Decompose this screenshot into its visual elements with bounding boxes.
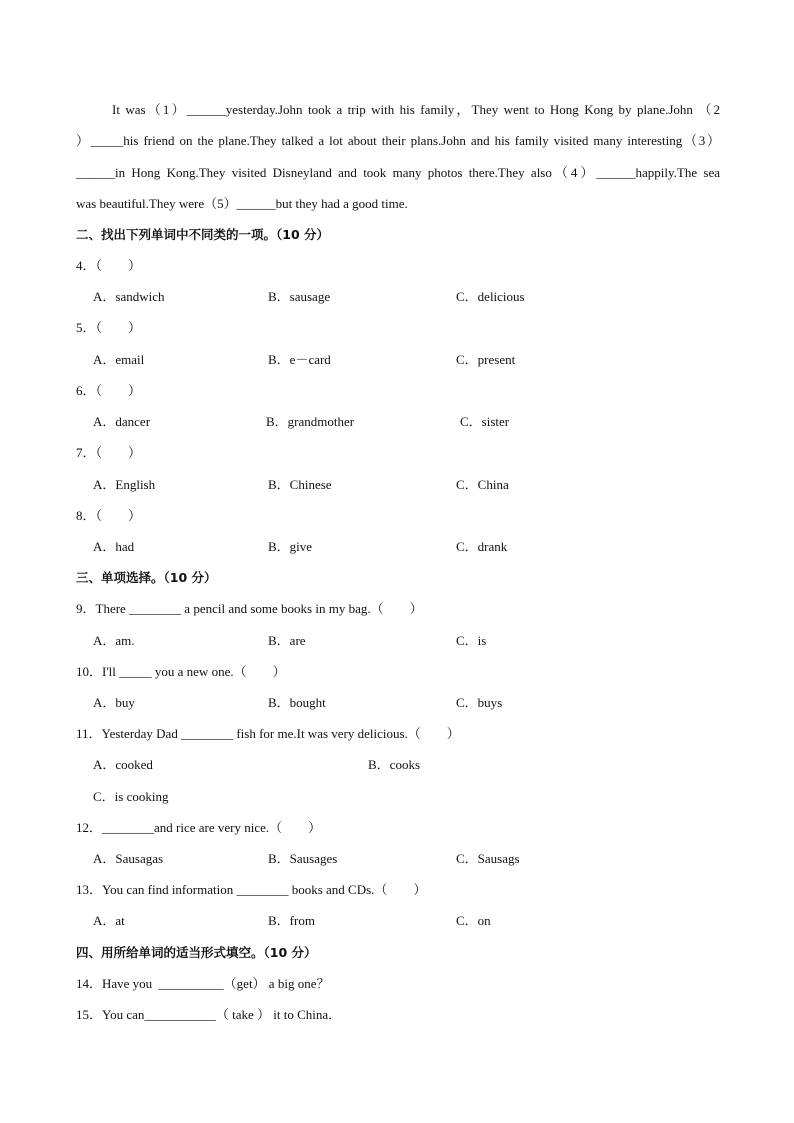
question-4-option-c[interactable]: C．delicious bbox=[456, 289, 525, 304]
question-15-stem: 15．You can___________（ take ） it to China． bbox=[76, 1007, 342, 1022]
question-13-option-b[interactable]: B．from bbox=[268, 913, 315, 928]
question-6-option-b[interactable]: B．grandmother bbox=[266, 414, 355, 429]
section-4-title: 四、用所给单词的适当形式填空。（10 分） bbox=[76, 945, 317, 960]
question-11-option-b[interactable]: B．cooks bbox=[368, 757, 421, 772]
question-9-stem: 9．There ________ a pencil and some books in my bag.（ ） bbox=[76, 601, 423, 616]
question-12-option-c[interactable]: C．Sausags bbox=[456, 851, 520, 866]
question-10-option-c[interactable]: C．buys bbox=[456, 695, 503, 710]
question-9-option-c[interactable]: C．is bbox=[456, 633, 487, 648]
question-12-option-b[interactable]: B．Sausages bbox=[268, 851, 338, 866]
passage-line-4: was beautiful.They were（5）______but they had a good time. bbox=[76, 196, 408, 211]
question-13-option-c[interactable]: C．on bbox=[456, 913, 491, 928]
question-4-option-b[interactable]: B．sausage bbox=[268, 289, 331, 304]
passage-line-1: It was（1）______yesterday.John took a trip with his family，They went to Hong Kong by plane.John （2 bbox=[112, 102, 720, 117]
question-5-stem: 5．（ ） bbox=[76, 320, 142, 335]
question-7-option-c[interactable]: C．China bbox=[456, 477, 509, 492]
question-8-stem: 8．（ ） bbox=[76, 508, 142, 523]
question-5-option-c[interactable]: C．present bbox=[456, 352, 516, 367]
question-7-stem: 7．（ ） bbox=[76, 445, 142, 460]
question-12-stem: 12．________and rice are very nice.（ ） bbox=[76, 820, 322, 835]
question-9-option-a[interactable]: A．am. bbox=[93, 633, 135, 648]
question-7-option-a[interactable]: A．English bbox=[93, 477, 156, 492]
question-4-stem: 4．（ ） bbox=[76, 258, 142, 273]
question-11-option-c[interactable]: C．is cooking bbox=[93, 789, 169, 804]
question-6-stem: 6．（ ） bbox=[76, 383, 142, 398]
question-13-stem: 13．You can find information ________ books and CDs.（ ） bbox=[76, 882, 427, 897]
question-6-option-c[interactable]: C．sister bbox=[460, 414, 510, 429]
question-8-option-c[interactable]: C．drank bbox=[456, 539, 508, 554]
question-10-stem: 10．I'll _____ you a new one.（ ） bbox=[76, 664, 286, 679]
question-8-option-a[interactable]: A．had bbox=[93, 539, 135, 554]
question-4-option-a[interactable]: A．sandwich bbox=[93, 289, 165, 304]
question-7-option-b[interactable]: B．Chinese bbox=[268, 477, 332, 492]
question-10-option-a[interactable]: A．buy bbox=[93, 695, 135, 710]
question-9-option-b[interactable]: B．are bbox=[268, 633, 306, 648]
question-12-option-a[interactable]: A．Sausagas bbox=[93, 851, 164, 866]
section-3-title: 三、单项选择。（10 分） bbox=[76, 570, 217, 585]
question-10-option-b[interactable]: B．bought bbox=[268, 695, 326, 710]
section-2-title: 二、找出下列单词中不同类的一项。（10 分） bbox=[76, 227, 329, 242]
question-13-option-a[interactable]: A．at bbox=[93, 913, 125, 928]
question-11-option-a[interactable]: A．cooked bbox=[93, 757, 153, 772]
question-14-stem: 14．Have you __________（get） a big one？ bbox=[76, 976, 330, 991]
question-11-stem: 11．Yesterday Dad ________ fish for me.It was very delicious.（ ） bbox=[76, 726, 460, 741]
question-5-option-b[interactable]: B．e－card bbox=[268, 352, 331, 367]
passage-line-3: ______in Hong Kong.They visited Disneyland and took many photos there.They also（4）______happily.The sea bbox=[76, 165, 720, 180]
question-6-option-a[interactable]: A．dancer bbox=[93, 414, 151, 429]
passage-line-2: ）_____his friend on the plane.They talked a lot about their plans.John and his family visited many interesting（3） bbox=[76, 133, 720, 148]
question-5-option-a[interactable]: A．email bbox=[93, 352, 145, 367]
question-8-option-b[interactable]: B．give bbox=[268, 539, 313, 554]
